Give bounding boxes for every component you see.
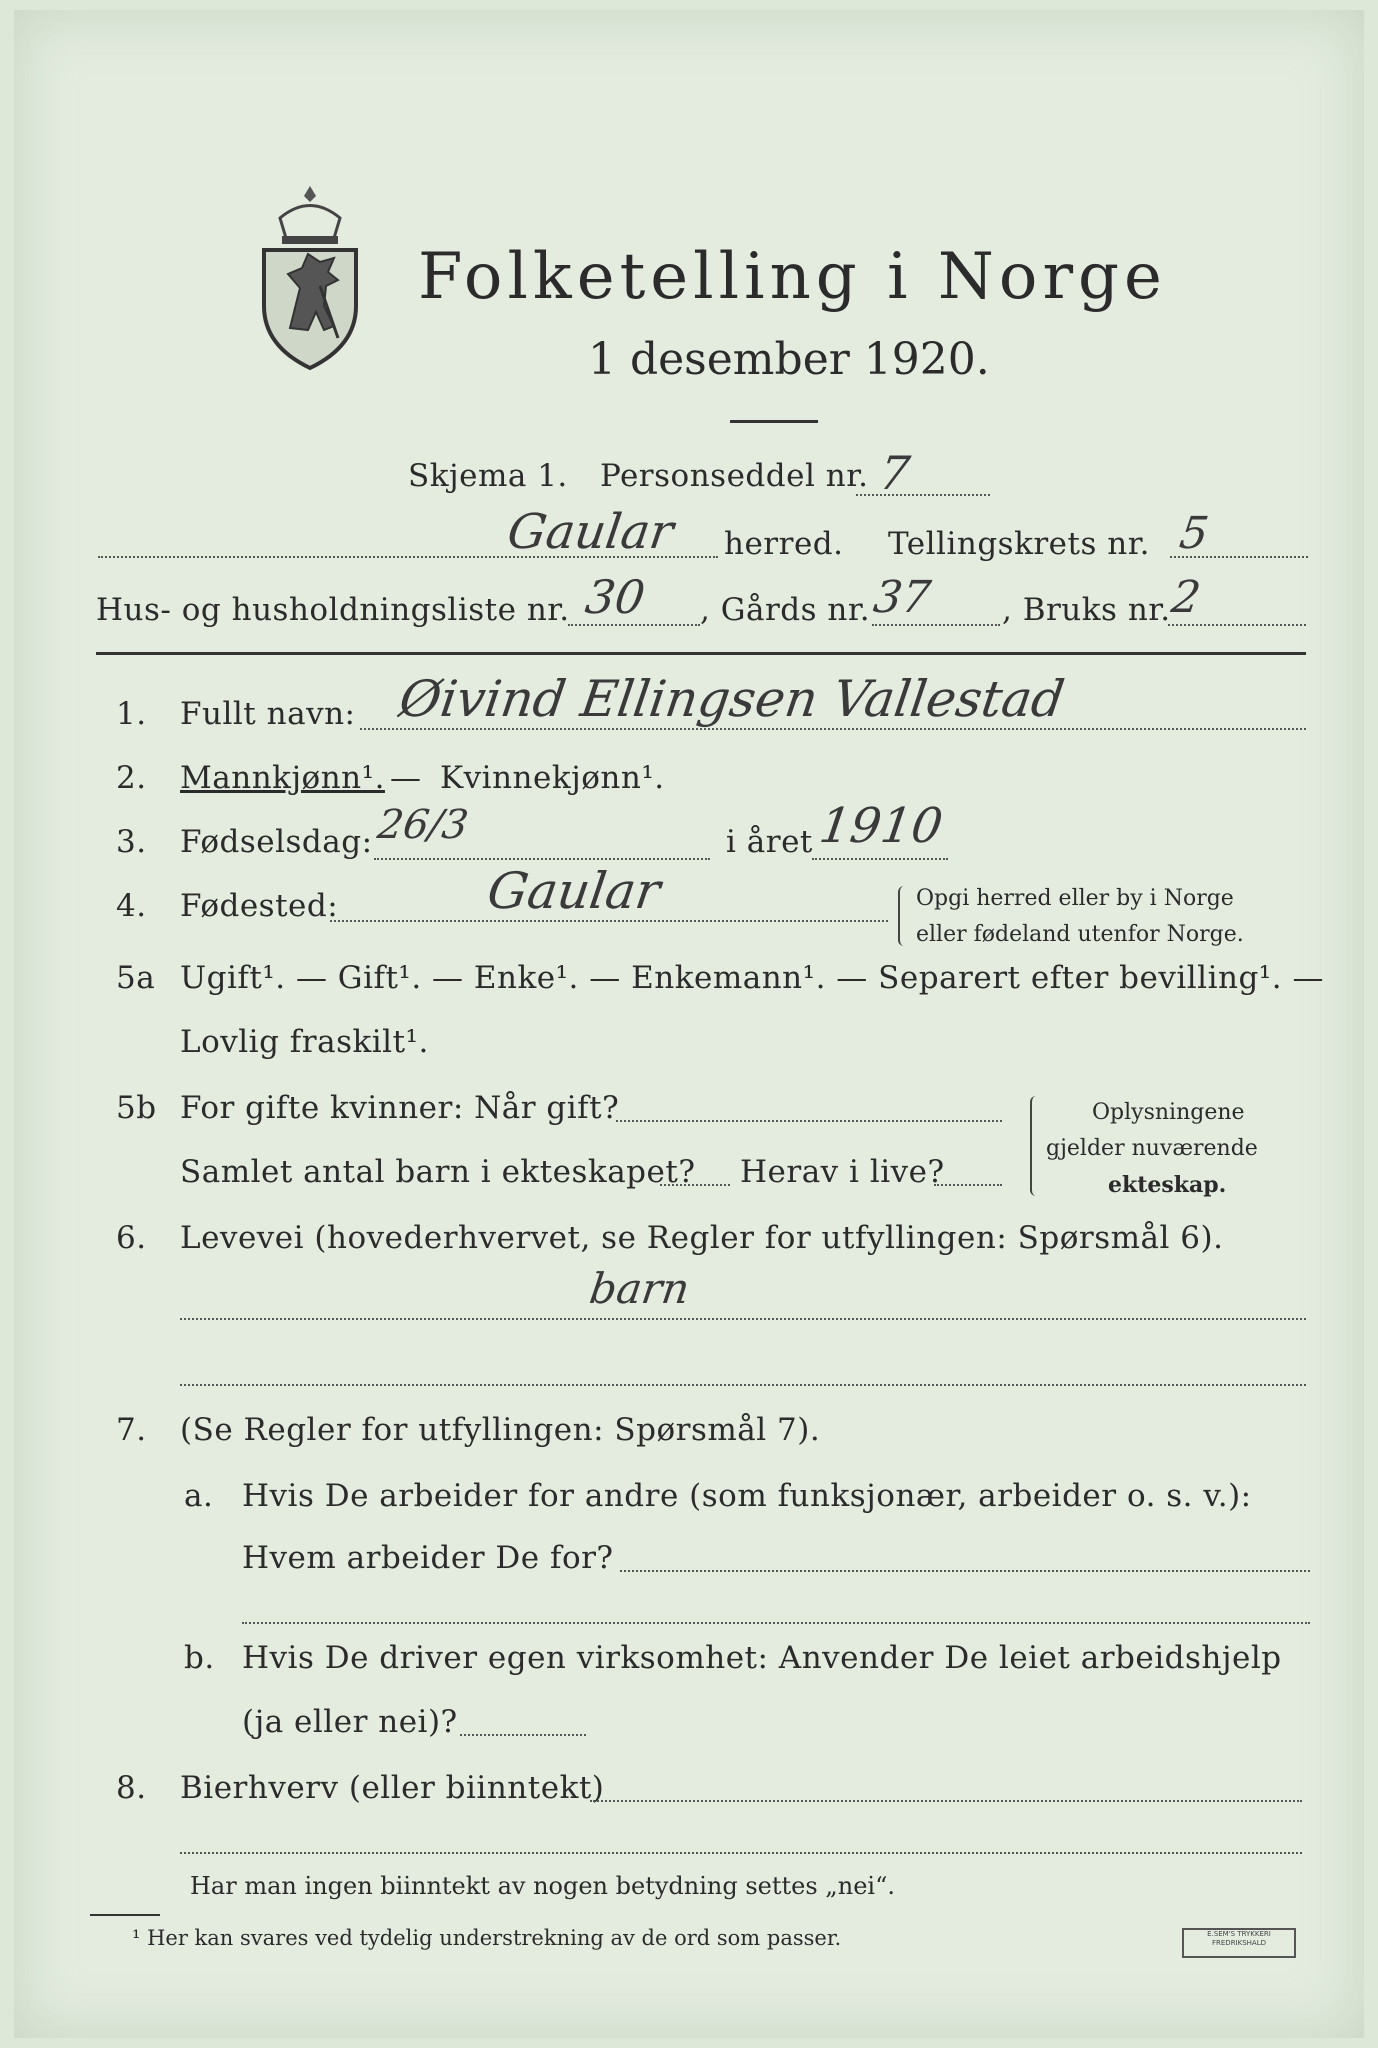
form-date: 1 desember 1920.	[588, 334, 990, 385]
q7a-line	[620, 1570, 1310, 1572]
q5b-note-line2: gjelder nuværende	[1046, 1136, 1258, 1161]
q5b-naar-gift-line	[616, 1120, 1002, 1122]
personseddel-value: 7	[876, 446, 914, 500]
tellingskrets-label: Tellingskrets nr.	[888, 526, 1150, 562]
q3-aaret-label: i året	[726, 824, 813, 860]
bruks-line	[1168, 624, 1306, 626]
q5b-line1: For gifte kvinner: Når gift?	[180, 1090, 620, 1126]
q5b-note-line3: ekteskap.	[1108, 1172, 1227, 1198]
footnote: ¹ Her kan svares ved tydelig understrekning av de ord som passer.	[132, 1926, 842, 1950]
q1-line	[360, 728, 1306, 730]
q3-aaret-value: 1910	[816, 798, 947, 854]
q2-kvinne: Kvinnekjønn¹.	[440, 760, 665, 796]
q5a-number: 5a	[116, 960, 156, 996]
q5b-line2b: Herav i live?	[740, 1154, 945, 1190]
q8-note: Har man ingen biinntekt av nogen betydning settes „nei“.	[190, 1872, 895, 1900]
q6-value: barn	[586, 1264, 693, 1313]
title-divider	[730, 420, 818, 423]
q6-number: 6.	[116, 1220, 147, 1256]
q4-line	[330, 920, 888, 922]
herred-value: Gaular	[504, 504, 677, 560]
q2-separator: —	[390, 760, 422, 796]
printer-stamp	[1182, 1928, 1296, 1958]
q5b-brace	[1030, 1096, 1040, 1196]
norway-coat-of-arms-icon	[250, 178, 370, 378]
printer-stamp-line2: FREDRIKSHALD	[1211, 1939, 1266, 1947]
q7a-letter: a.	[184, 1478, 214, 1514]
q5b-note-line1: Oplysningene	[1092, 1100, 1245, 1125]
q2-number: 2.	[116, 760, 147, 796]
q7b-letter: b.	[184, 1640, 215, 1676]
gards-value: 37	[870, 572, 934, 623]
q1-number: 1.	[116, 696, 147, 732]
header-rule	[96, 652, 1306, 655]
q7a-line-extra	[242, 1622, 1310, 1624]
q8-line1	[590, 1800, 1302, 1802]
q1-label: Fullt navn:	[180, 696, 356, 732]
q5b-antal-line	[660, 1184, 730, 1186]
q7b-line2: (ja eller nei)?	[242, 1704, 458, 1740]
q2-mann: Mannkjønn¹.	[180, 760, 385, 796]
q3-number: 3.	[116, 824, 147, 860]
q5b-line2a: Samlet antal barn i ekteskapet?	[180, 1154, 696, 1190]
bruks-value: 2	[1168, 572, 1204, 623]
q4-note-line2: eller fødeland utenfor Norge.	[916, 922, 1244, 947]
gards-line	[872, 624, 1000, 626]
q7a-line1: Hvis De arbeider for andre (som funksjonær, arbeider o. s. v.):	[242, 1478, 1252, 1514]
q3-label: Fødselsdag:	[180, 824, 373, 860]
q3-line	[374, 858, 710, 860]
q6-line1	[180, 1318, 1306, 1320]
q3-aaret-line	[812, 858, 948, 860]
q6-label: Levevei (hovederhvervet, se Regler for utfyllingen: Spørsmål 6).	[180, 1220, 1224, 1256]
q8-label: Bierhverv (eller biinntekt)	[180, 1770, 605, 1806]
q5b-live-line	[934, 1184, 1002, 1186]
q8-line2	[180, 1852, 1302, 1854]
q8-number: 8.	[116, 1770, 147, 1806]
footnote-rule	[90, 1914, 160, 1916]
skjema-label: Skjema 1.	[408, 458, 568, 494]
q7b-line1: Hvis De driver egen virksomhet: Anvender De leiet arbeidshjelp	[242, 1640, 1282, 1676]
q4-label: Fødested:	[180, 888, 339, 924]
herred-label: herred.	[724, 526, 844, 562]
q6-line2	[180, 1384, 1306, 1386]
q4-value: Gaular	[483, 862, 664, 920]
q3-value: 26/3	[374, 802, 472, 848]
q7-label: (Se Regler for utfyllingen: Spørsmål 7).	[180, 1412, 821, 1448]
q1-value: Øivind Ellingsen Vallestad	[395, 670, 1068, 728]
q5a-line2: Lovlig fraskilt¹.	[180, 1024, 429, 1060]
tellingskrets-value: 5	[1176, 508, 1212, 559]
personseddel-label: Personseddel nr.	[600, 458, 869, 494]
hus-label: Hus- og husholdningsliste nr.	[96, 592, 570, 628]
q7-number: 7.	[116, 1412, 147, 1448]
printer-stamp-line1: E.SEM'S TRYKKERI	[1207, 1930, 1271, 1938]
gards-label: , Gårds nr.	[700, 592, 871, 628]
q5b-number: 5b	[116, 1090, 157, 1126]
q5a-line1: Ugift¹. — Gift¹. — Enke¹. — Enkemann¹. — Separert efter bevilling¹. —	[180, 960, 1324, 996]
hus-value: 30	[582, 570, 649, 624]
q7b-line	[460, 1734, 586, 1736]
q4-brace	[898, 886, 906, 946]
q7a-line2: Hvem arbeider De for?	[242, 1540, 614, 1576]
q4-note-line1: Opgi herred eller by i Norge	[916, 886, 1234, 911]
hus-line	[568, 624, 700, 626]
q4-number: 4.	[116, 888, 147, 924]
form-title: Folketelling i Norge	[418, 240, 1167, 314]
bruks-label: , Bruks nr.	[1002, 592, 1171, 628]
